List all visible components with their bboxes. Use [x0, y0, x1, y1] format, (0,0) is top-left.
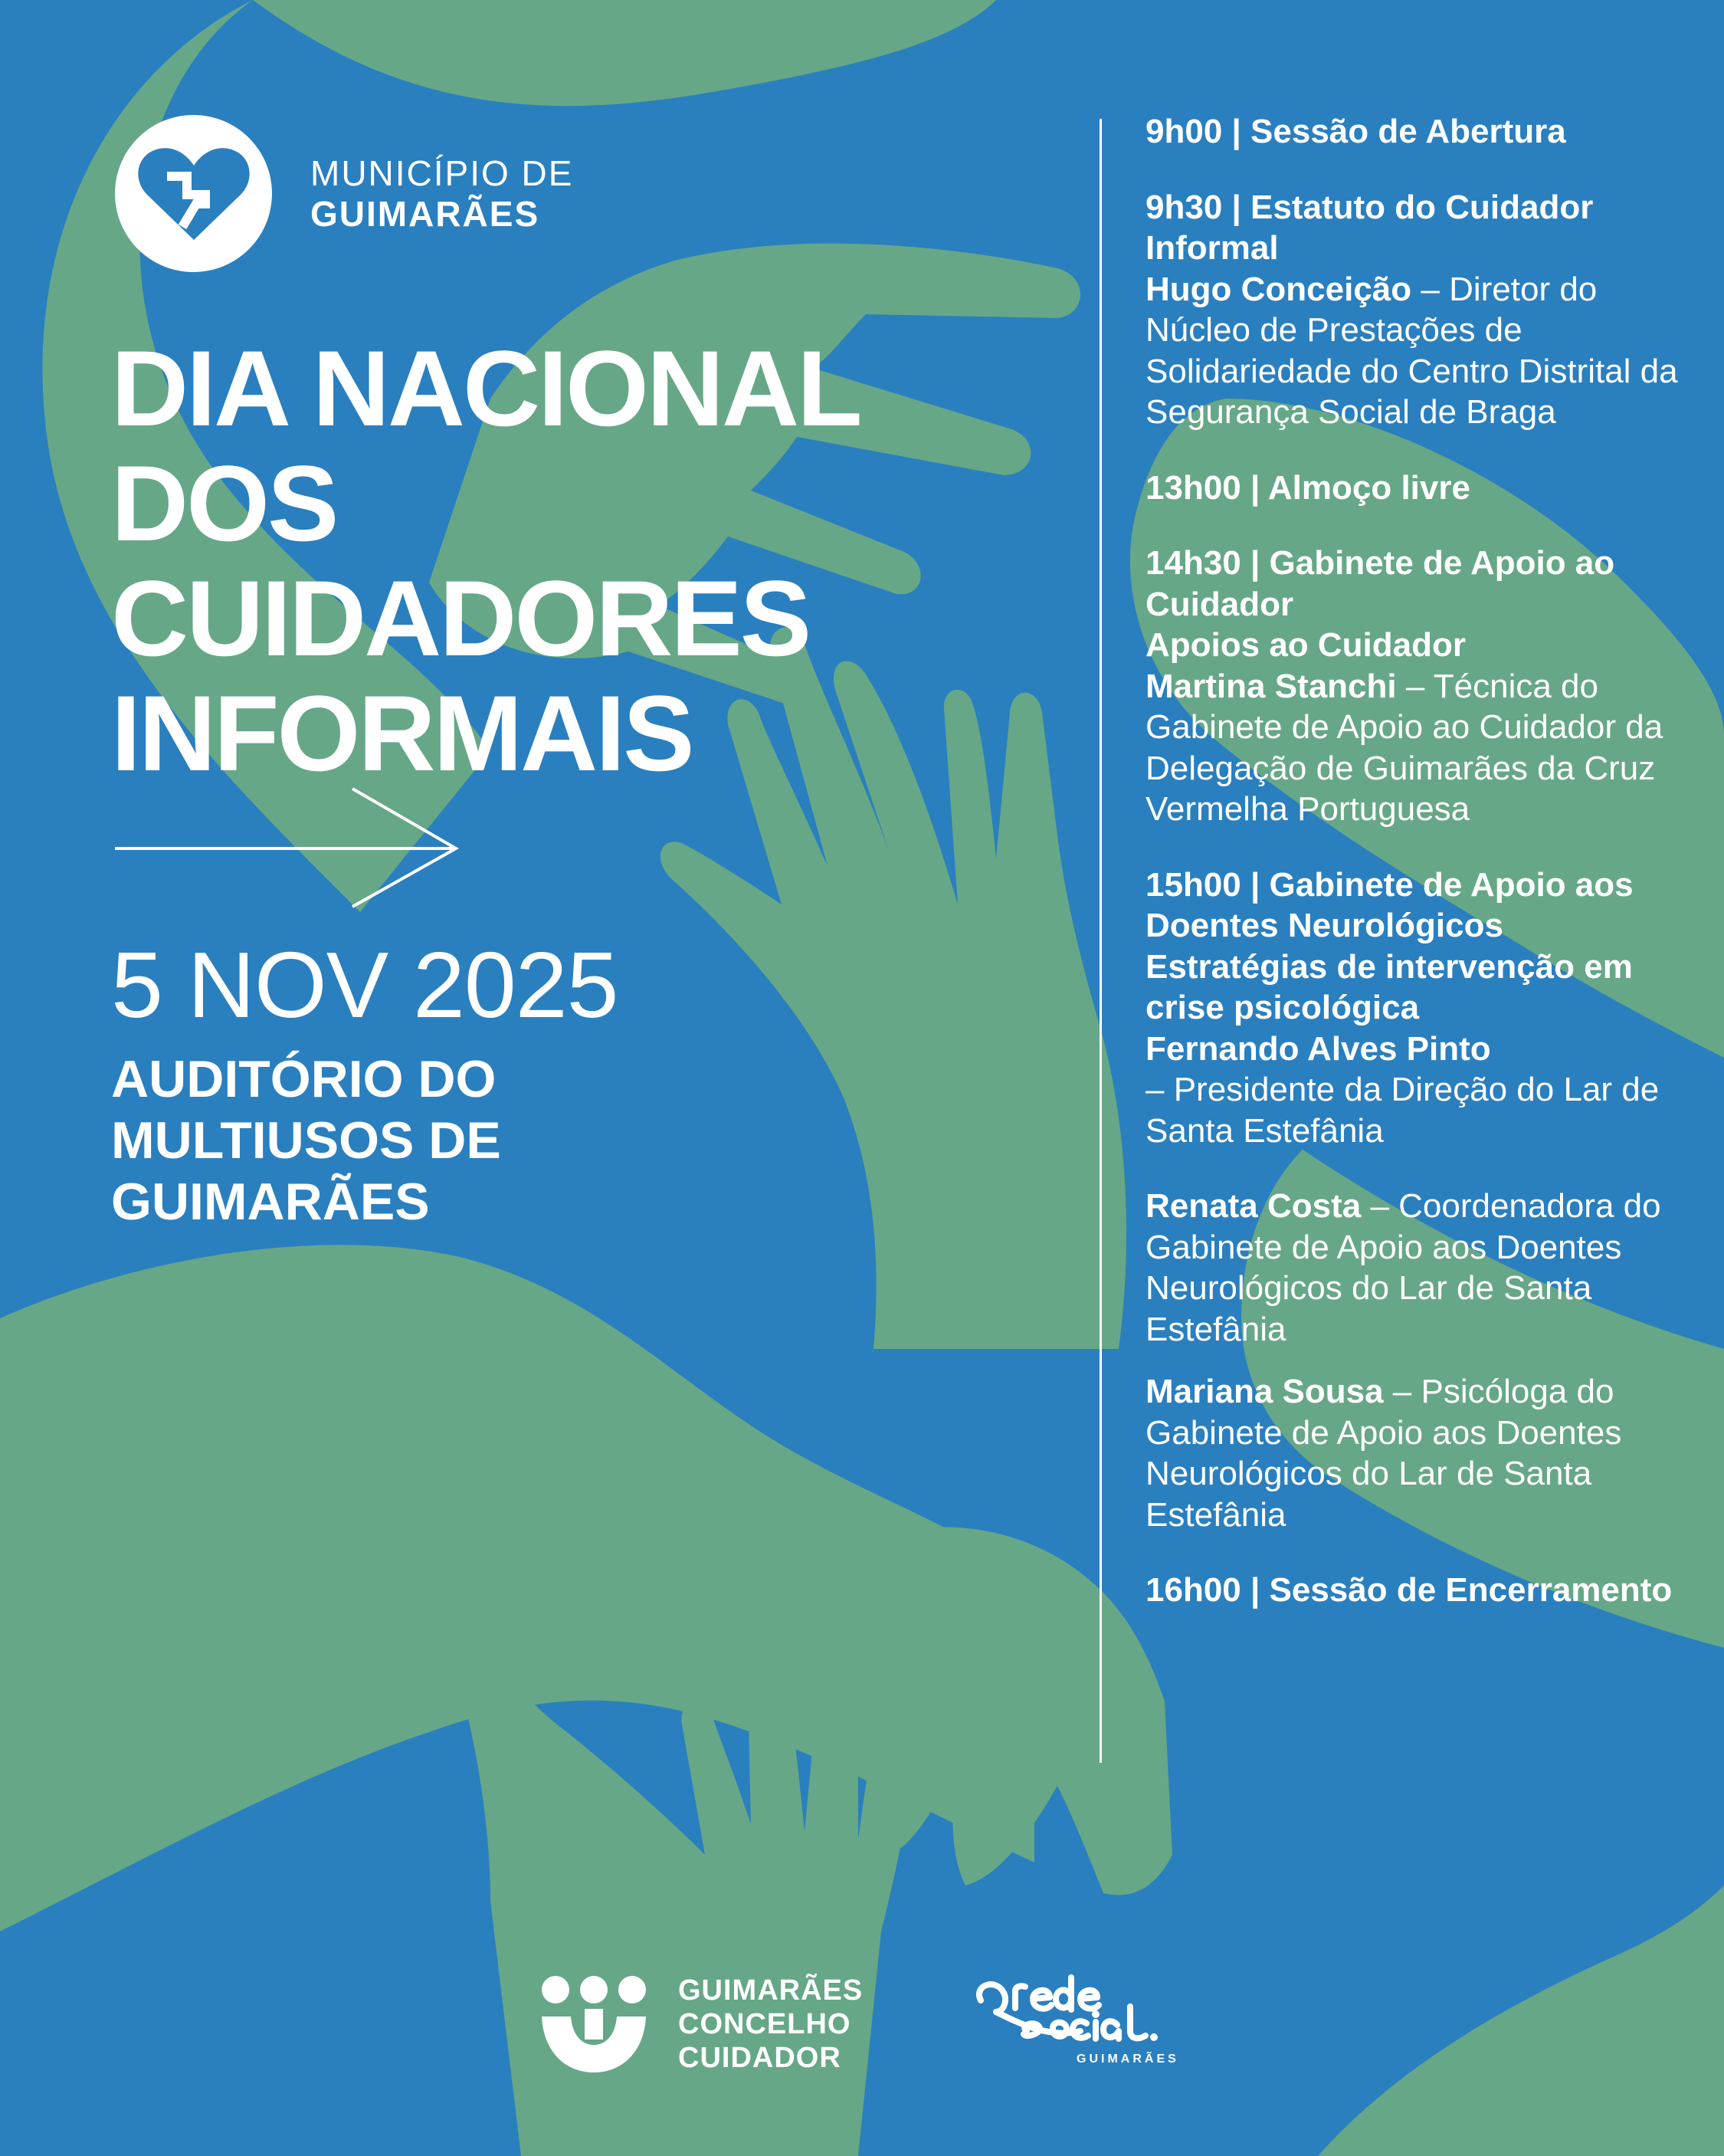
concelho-cuidador-logo — [540, 1974, 863, 2075]
program-item — [1146, 543, 1697, 830]
program-subheading: Estratégias de intervenção em crise psicológica — [1146, 947, 1633, 1026]
vertical-divider — [1100, 119, 1102, 1763]
speaker-name: Martina Stanchi — [1146, 667, 1397, 705]
event-venue — [111, 1048, 801, 1232]
program-subheading: Apoios ao Cuidador — [1146, 626, 1466, 664]
gcc-line3: CUIDADOR — [678, 2042, 841, 2074]
title-line3: INFORMAIS — [111, 673, 693, 793]
program-item — [1146, 187, 1697, 433]
event-title — [111, 328, 1031, 793]
venue-line3: GUIMARÃES — [111, 1173, 430, 1231]
program-item — [1146, 1371, 1697, 1535]
rede-social-sub: GUIMARÃES — [1077, 2053, 1179, 2066]
speaker-role: – Diretor do Núcleo de Prestações de Solidariedade do Centro Distrital da Segurança Social de Braga — [1146, 270, 1678, 431]
logo-line1: MUNICÍPIO DE — [310, 153, 574, 193]
event-date: 5 NOV 2025 — [111, 933, 618, 1037]
program-heading: 9h30 | Estatuto do Cuidador Informal — [1146, 188, 1594, 267]
speaker-role: – Psicóloga do Gabinete de Apoio aos Doentes Neurológicos do Lar de Santa Estefânia — [1146, 1373, 1622, 1534]
program-item — [1146, 1570, 1697, 1611]
speaker-role: – Técnica do Gabinete de Apoio ao Cuidador da Delegação de Guimarães da Cruz Vermelha Portuguesa — [1146, 667, 1663, 828]
rede-social-logo — [973, 1970, 1195, 2054]
speaker-name: Renata Costa — [1146, 1187, 1362, 1225]
program-list — [1146, 111, 1697, 1646]
gcc-line1: GUIMARÃES — [678, 1974, 864, 2007]
speaker-name: Mariana Sousa — [1146, 1373, 1384, 1410]
heart-logo-icon — [115, 115, 272, 272]
speaker-name: Hugo Conceição — [1146, 270, 1412, 308]
program-heading: 16h00 | Sessão de Encerramento — [1146, 1571, 1673, 1609]
smile-logo-icon — [540, 1974, 647, 2074]
speaker-role: – Coordenadora do Gabinete de Apoio aos Doentes Neurológicos do Lar de Santa Estefânia — [1146, 1187, 1661, 1348]
program-item — [1146, 111, 1697, 153]
program-item — [1146, 1186, 1697, 1350]
speaker-name: Fernando Alves Pinto — [1146, 1029, 1491, 1068]
municipio-logo — [115, 115, 573, 272]
title-line2: DOS CUIDADORES — [111, 443, 810, 678]
speaker-role: – Presidente da Direção do Lar de Santa Estefânia — [1146, 1071, 1660, 1150]
venue-line2: MULTIUSOS DE — [111, 1111, 501, 1170]
logo-line2: GUIMARÃES — [310, 193, 540, 234]
program-heading: 15h00 | Gabinete de Apoio aos Doentes Neurológicos — [1146, 865, 1634, 944]
title-line1: DIA NACIONAL — [111, 328, 860, 448]
program-heading: 9h00 | Sessão de Abertura — [1146, 113, 1566, 150]
program-heading: 13h00 | Almoço livre — [1146, 468, 1470, 507]
program-item — [1146, 865, 1697, 1152]
program-item — [1146, 468, 1697, 509]
program-heading: 14h30 | Gabinete de Apoio ao Cuidador — [1146, 544, 1615, 623]
gcc-line2: CONCELHO — [678, 2008, 851, 2040]
venue-line1: AUDITÓRIO DO — [111, 1050, 497, 1108]
arrow-right-icon — [115, 786, 467, 908]
